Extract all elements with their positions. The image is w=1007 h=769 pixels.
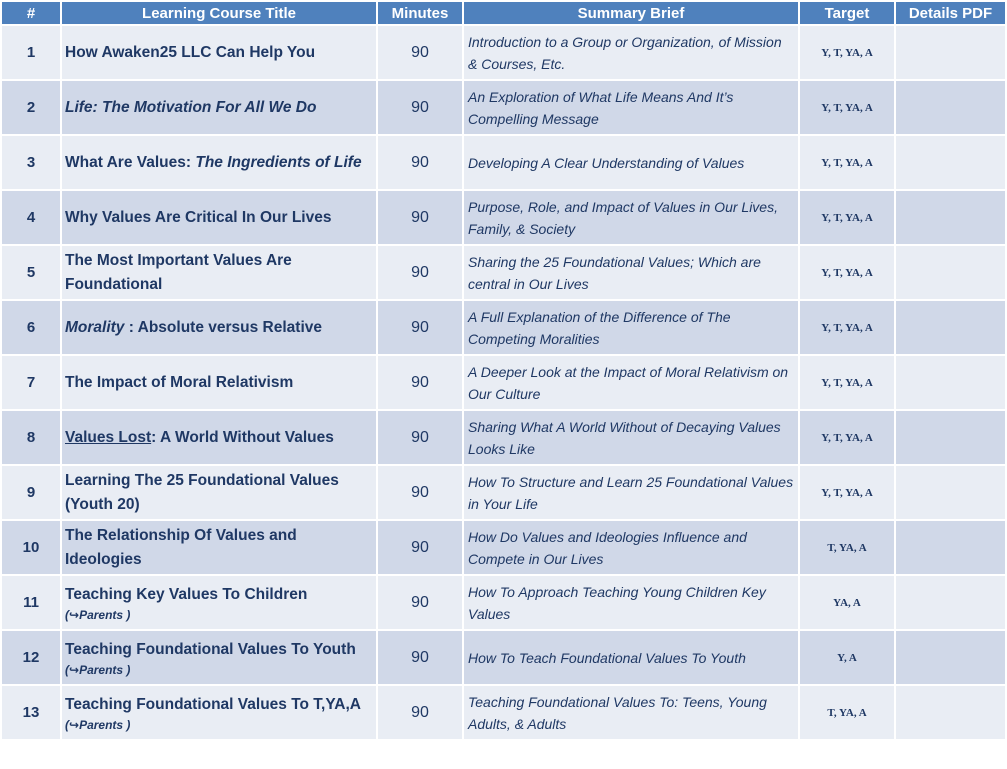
summary-text: How To Approach Teaching Young Children Key Values <box>464 576 798 629</box>
summary-text: Sharing the 25 Foundational Values; Which are central in Our Lives <box>464 246 798 299</box>
header-number: # <box>2 2 60 24</box>
row-number: 13 <box>2 686 60 739</box>
summary-text: An Exploration of What Life Means And It’s Compelling Message <box>464 81 798 134</box>
minutes-value: 90 <box>378 521 462 574</box>
summary-text: How To Teach Foundational Values To Youth <box>464 631 798 684</box>
course-title <box>62 521 376 574</box>
details-pdf-cell[interactable] <box>896 411 1005 464</box>
minutes-value: 90 <box>378 686 462 739</box>
course-title <box>62 466 376 519</box>
minutes-value: 90 <box>378 246 462 299</box>
summary-text: A Deeper Look at the Impact of Moral Relativism on Our Culture <box>464 356 798 409</box>
course-title <box>62 191 376 244</box>
details-pdf-cell[interactable] <box>896 631 1005 684</box>
minutes-value: 90 <box>378 301 462 354</box>
course-title <box>62 576 376 629</box>
table-row <box>2 521 1005 574</box>
title-text: Why Values Are Critical In Our Lives <box>65 208 332 226</box>
target-audience: Y, T, YA, A <box>800 81 894 134</box>
details-pdf-cell[interactable] <box>896 521 1005 574</box>
table-row <box>2 81 1005 134</box>
course-title <box>62 631 376 684</box>
minutes-value: 90 <box>378 411 462 464</box>
table-row <box>2 686 1005 739</box>
target-audience: Y, T, YA, A <box>800 246 894 299</box>
table-row <box>2 136 1005 189</box>
course-title <box>62 246 376 299</box>
details-pdf-cell[interactable] <box>896 686 1005 739</box>
row-number: 5 <box>2 246 60 299</box>
details-pdf-cell[interactable] <box>896 356 1005 409</box>
row-number: 8 <box>2 411 60 464</box>
summary-text: How Do Values and Ideologies Influence and Compete in Our Lives <box>464 521 798 574</box>
row-number: 1 <box>2 26 60 79</box>
minutes-value: 90 <box>378 26 462 79</box>
title-text: Teaching Foundational Values To T,YA,A <box>65 695 361 713</box>
title-text: : Absolute versus Relative <box>124 318 322 336</box>
course-title <box>62 356 376 409</box>
target-audience: Y, A <box>800 631 894 684</box>
title-italic-text: The Ingredients of Life <box>195 153 362 171</box>
table-row <box>2 411 1005 464</box>
table-row <box>2 356 1005 409</box>
table-row <box>2 466 1005 519</box>
summary-text: Purpose, Role, and Impact of Values in Our Lives, Family, & Society <box>464 191 798 244</box>
table-row <box>2 576 1005 629</box>
details-pdf-cell[interactable] <box>896 301 1005 354</box>
minutes-value: 90 <box>378 81 462 134</box>
minutes-value: 90 <box>378 576 462 629</box>
row-number: 7 <box>2 356 60 409</box>
minutes-value: 90 <box>378 356 462 409</box>
note-text: Parents ) <box>79 662 131 677</box>
table-row <box>2 631 1005 684</box>
return-arrow-icon: ↪ <box>69 717 80 732</box>
note-prefix: ( <box>65 607 69 622</box>
header-course-title: Learning Course Title <box>62 2 376 24</box>
target-audience: Y, T, YA, A <box>800 301 894 354</box>
course-title <box>62 81 376 134</box>
minutes-value: 90 <box>378 631 462 684</box>
title-text: What Are Values: <box>65 153 196 171</box>
target-audience: Y, T, YA, A <box>800 466 894 519</box>
title-text: The Impact of Moral Relativism <box>65 373 294 391</box>
details-pdf-cell[interactable] <box>896 576 1005 629</box>
summary-text: A Full Explanation of the Difference of The Competing Moralities <box>464 301 798 354</box>
course-title <box>62 411 376 464</box>
summary-text: Developing A Clear Understanding of Values <box>464 136 798 189</box>
return-arrow-icon: ↪ <box>69 662 80 677</box>
details-pdf-cell[interactable] <box>896 26 1005 79</box>
title-italic-text: Morality <box>65 318 125 336</box>
course-title <box>62 136 376 189</box>
row-number: 12 <box>2 631 60 684</box>
title-text: Teaching Foundational Values To Youth <box>65 640 356 658</box>
details-pdf-cell[interactable] <box>896 466 1005 519</box>
row-number: 3 <box>2 136 60 189</box>
course-title <box>62 301 376 354</box>
summary-text: How To Structure and Learn 25 Foundational Values in Your Life <box>464 466 798 519</box>
row-number: 6 <box>2 301 60 354</box>
table-row <box>2 26 1005 79</box>
header-summary: Summary Brief <box>464 2 798 24</box>
row-number: 10 <box>2 521 60 574</box>
title-text: The Most Important Values Are Foundational <box>65 251 292 293</box>
return-arrow-icon: ↪ <box>69 607 80 622</box>
summary-text: Teaching Foundational Values To: Teens, Young Adults, & Adults <box>464 686 798 739</box>
row-number: 11 <box>2 576 60 629</box>
row-number: 9 <box>2 466 60 519</box>
row-number: 4 <box>2 191 60 244</box>
summary-text: Introduction to a Group or Organization, of Mission & Courses, Etc. <box>464 26 798 79</box>
table-row <box>2 246 1005 299</box>
details-pdf-cell[interactable] <box>896 136 1005 189</box>
note-text: Parents ) <box>79 607 131 622</box>
audience-note <box>65 717 376 733</box>
title-text: How Awaken25 LLC Can Help You <box>65 43 316 61</box>
note-text: Parents ) <box>79 717 131 732</box>
target-audience: Y, T, YA, A <box>800 191 894 244</box>
minutes-value: 90 <box>378 136 462 189</box>
audience-note <box>65 662 376 678</box>
title-underlined-text: Values Lost <box>65 428 152 446</box>
details-pdf-cell[interactable] <box>896 191 1005 244</box>
title-text: Learning The 25 Foundational Values (Youth 20) <box>65 471 339 513</box>
target-audience: Y, T, YA, A <box>800 411 894 464</box>
target-audience: YA, A <box>800 576 894 629</box>
target-audience: Y, T, YA, A <box>800 356 894 409</box>
details-pdf-cell[interactable] <box>896 246 1005 299</box>
header-target: Target <box>800 2 894 24</box>
target-audience: Y, T, YA, A <box>800 136 894 189</box>
header-row <box>2 2 1005 24</box>
target-audience: T, YA, A <box>800 521 894 574</box>
target-audience: Y, T, YA, A <box>800 26 894 79</box>
title-italic-text: Life: The Motivation For All We Do <box>65 98 317 116</box>
note-prefix: ( <box>65 662 69 677</box>
header-details-pdf: Details PDF <box>896 2 1005 24</box>
header-minutes: Minutes <box>378 2 462 24</box>
summary-text: Sharing What A World Without of Decaying Values Looks Like <box>464 411 798 464</box>
details-pdf-cell[interactable] <box>896 81 1005 134</box>
table-row <box>2 301 1005 354</box>
course-title <box>62 686 376 739</box>
note-prefix: ( <box>65 717 69 732</box>
audience-note <box>65 607 376 623</box>
row-number: 2 <box>2 81 60 134</box>
title-text: : A World Without Values <box>151 428 334 446</box>
title-text: The Relationship Of Values and Ideologies <box>65 526 297 568</box>
minutes-value: 90 <box>378 191 462 244</box>
target-audience: T, YA, A <box>800 686 894 739</box>
title-text: Teaching Key Values To Children <box>65 585 308 603</box>
course-title <box>62 26 376 79</box>
minutes-value: 90 <box>378 466 462 519</box>
table-row <box>2 191 1005 244</box>
